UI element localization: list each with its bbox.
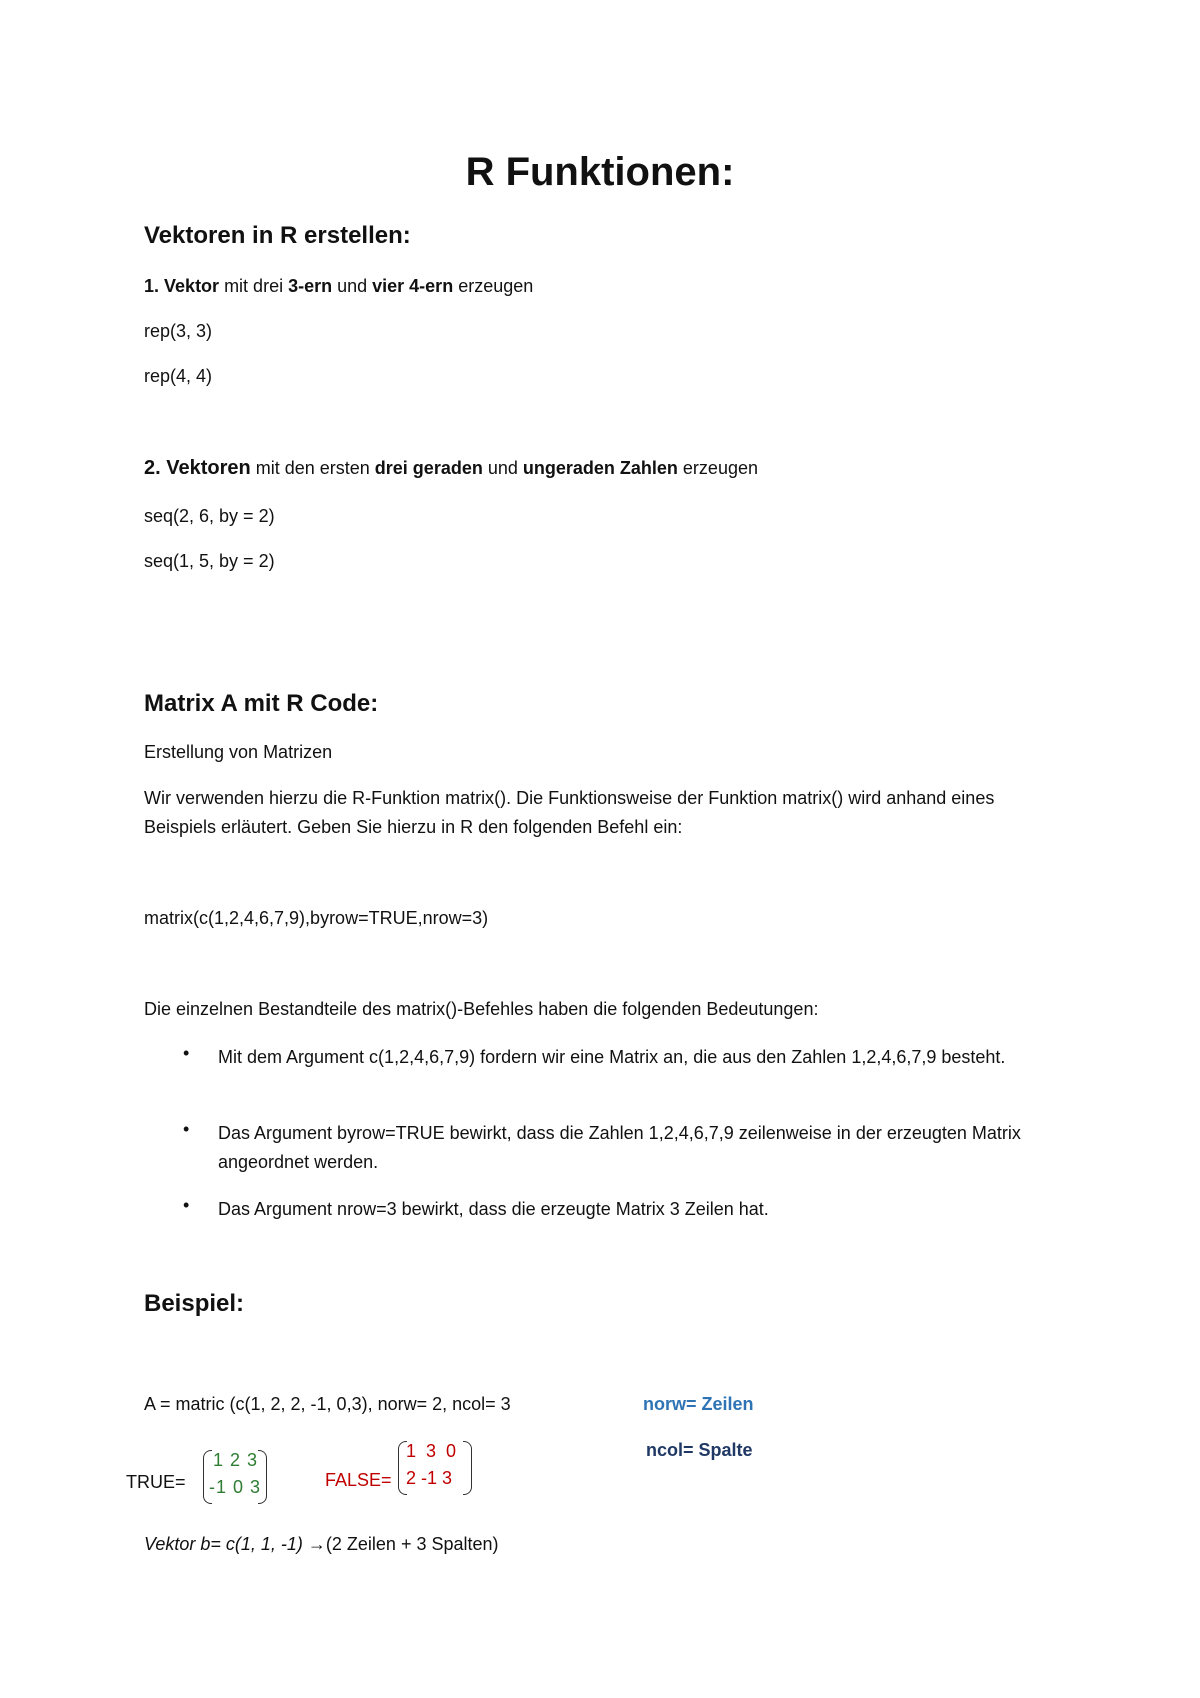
matrix-intro: Die einzelnen Bestandteile des matrix()-Befehles haben die folgenden Bedeutungen:: [144, 999, 819, 1019]
note-rows: norw= Zeilen: [643, 1394, 754, 1414]
task-text: mit den ersten: [250, 458, 375, 478]
section-heading-matrix: Matrix A mit R Code:: [144, 690, 379, 717]
task-text: erzeugen: [453, 276, 534, 296]
matrix-paragraph: Wir verwenden hierzu die R-Funktion matrix(). Die Funktionsweise der Funktion matrix() wird anhand eines Beispiels erläutert. Geben Sie hierzu in R den folgenden Befehl ein:: [144, 788, 995, 837]
vector-line: [144, 1534, 499, 1555]
bullet-icon: •: [183, 1043, 190, 1063]
matrix-bracket-right: [463, 1441, 472, 1495]
task-text: erzeugen: [677, 458, 758, 478]
section-heading-vectors: Vektoren in R erstellen:: [144, 222, 411, 249]
section-heading-example: Beispiel:: [144, 1290, 245, 1317]
task-bold-text: Vektor: [164, 276, 220, 296]
code-line: rep(4, 4): [144, 366, 213, 386]
task-bold-text: drei geraden: [374, 458, 483, 478]
page-title: R Funktionen:: [465, 150, 735, 194]
matrix-command: matrix(c(1,2,4,6,7,9),byrow=TRUE,nrow=3): [144, 908, 489, 928]
example-code: A = matric (c(1, 2, 2, -1, 0,3), norw= 2, ncol= 3: [144, 1394, 511, 1414]
code-line: rep(3, 3): [144, 321, 213, 341]
vector-rest-text: (2 Zeilen + 3 Spalten): [325, 1534, 499, 1554]
task-number: 1.: [144, 276, 160, 296]
matrix-bracket-right: [258, 1450, 267, 1504]
vector-task-2: [144, 457, 758, 480]
task-bold-text: vier 4-ern: [372, 276, 454, 296]
arrow-right-icon: →: [307, 1534, 326, 1554]
bullet-icon: •: [183, 1195, 190, 1215]
matrix-subtitle: Erstellung von Matrizen: [144, 742, 333, 762]
task-text: mit drei: [219, 276, 289, 296]
bullet-item: Das Argument byrow=TRUE bewirkt, dass die Zahlen 1,2,4,6,7,9 zeilenweise in der erzeugten Matrix angeordnet werden.: [218, 1123, 1021, 1172]
false-matrix-row: 1 3 0: [406, 1441, 457, 1461]
true-label: TRUE=: [126, 1472, 186, 1492]
task-bold-text: 3-ern: [288, 276, 333, 296]
note-columns: ncol= Spalte: [646, 1440, 753, 1460]
false-matrix-row: 2 -1 3: [406, 1468, 453, 1488]
true-matrix-row: -1 0 3: [209, 1477, 262, 1497]
vector-italic-text: Vektor b= c(1, 1, -1): [144, 1534, 308, 1554]
task-bold-text: Vektoren: [166, 457, 251, 479]
task-text: und: [482, 458, 523, 478]
task-text: und: [332, 276, 373, 296]
bullet-icon: •: [183, 1119, 190, 1139]
bullet-item: Das Argument nrow=3 bewirkt, dass die erzeugte Matrix 3 Zeilen hat.: [218, 1199, 769, 1219]
task-bold-text: ungeraden Zahlen: [522, 458, 678, 478]
task-number: 2.: [144, 457, 161, 479]
bullet-item: Mit dem Argument c(1,2,4,6,7,9) fordern wir eine Matrix an, die aus den Zahlen 1,2,4,6,7,9 besteht.: [218, 1047, 1006, 1067]
code-line: seq(2, 6, by = 2): [144, 506, 275, 526]
vector-task-1: [144, 276, 533, 297]
false-label: FALSE=: [325, 1470, 392, 1490]
code-line: seq(1, 5, by = 2): [144, 551, 275, 571]
true-matrix-row: 1 2 3: [213, 1450, 259, 1470]
